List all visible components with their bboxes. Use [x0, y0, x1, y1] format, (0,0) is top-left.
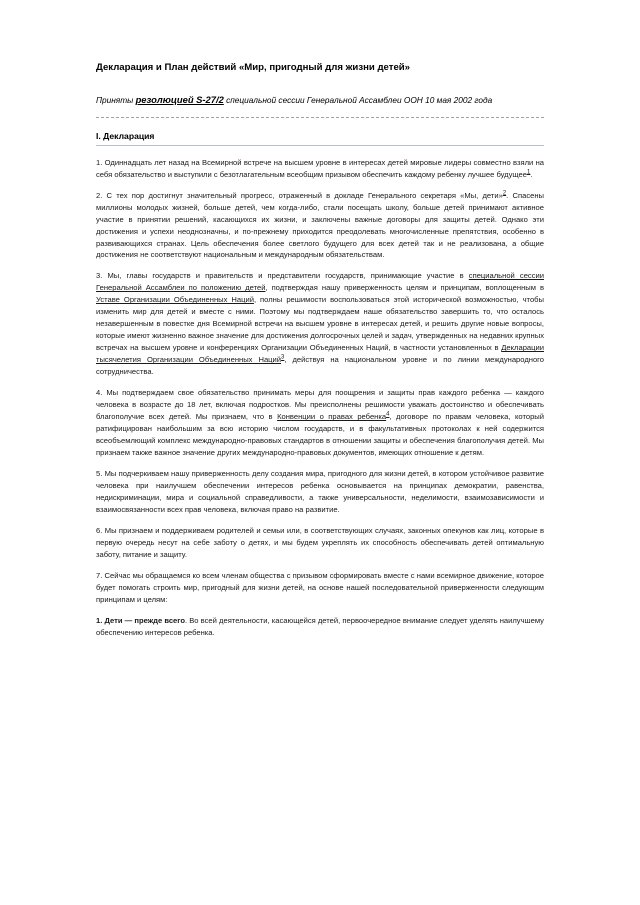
paragraph-4 — [96, 387, 544, 459]
page-title: Декларация и План действий «Мир, пригодный для жизни детей» — [96, 62, 411, 73]
paragraph-8 — [96, 615, 544, 639]
paragraph-1 — [96, 157, 544, 181]
un-charter-link[interactable]: Уставе Организации Объединенных Наций — [96, 295, 254, 305]
paragraph-2 — [96, 190, 544, 262]
subtitle-suffix: специальной сессии Генеральной Ассамблеи ООН 10 мая 2002 года — [223, 94, 493, 105]
millennium-declaration-link[interactable]: Декларации тысячелетия Организации Объединенных Наций — [96, 343, 544, 365]
special-session-link[interactable]: специальной сессии Генеральной Ассамблеи по положению детей — [96, 271, 545, 293]
paragraph-2-text: 2. С тех пор достигнут значительный прогресс, отраженный в докладе Генерального секретаря «Мы, дети» — [96, 190, 503, 200]
resolution-link[interactable]: резолюцией S-27/2 — [135, 93, 224, 105]
paragraph-7: 7. Сейчас мы обращаемся ко всем членам общества с призывом сформировать вместе с нами всемирное движение, которое будет помогать строить мир, пригодный для жизни детей, на основе нашей последовательной приверженности следующим принципам и целям: — [96, 571, 544, 605]
paragraph-3-mid2: , полны решимости воспользоваться этой исторической возможностью, чтобы изменить мир для детей и вместе с ними. Поэтому мы подтверждаем наше обязательство завершить то, что осталось незавершенным в повестке дня Всемирной встречи на высшем уровне в интересах детей, и решить другие новые вопросы, которые имеют жизненно важное значение для достижения долгосрочных целей и задач, утвержденных на недавних крупных встречах на высшем уровне и конференциях Организации Объединенных Наций, в частности установленных в — [96, 295, 544, 353]
paragraph-2-tail: . Спасены миллионы молодых жизней, больше детей, чем когда-либо, стали посещать школу, больше детей принимают активное участие в принятии решений, касающихся их жизни, и заключены важные договоры для защиты детей. Однако эти достижения и успехи неоднозначны, и по-прежнему приходится преодолевать многочисленные препятствия, особенно в развивающихся странах. Цель обеспечения более светлого будущего для всех детей так и не реализована, а общие достижения не соответствуют национальным и международным обязательствам. — [96, 190, 544, 260]
paragraph-4-tail: , договоре по правам человека, который ратифицирован наибольшим за всю историю числом государств, и в факультативных протоколах к ней содержится всеобъемлющий комплекс международно-правовых стандартов в отношении защиты и обеспечения благополучия детей. Мы признаем также важное значение других международно-правовых документов, имеющих отношение к детям. — [96, 412, 544, 458]
section-rule — [96, 145, 544, 146]
paragraph-1-tail: . — [530, 169, 533, 179]
section-heading: I. Декларация — [96, 130, 155, 141]
paragraph-4-text: 4. Мы подтверждаем свое обязательство принимать меры для поощрения и защиты прав каждого ребенка — каждого человека в возрасте до 18 лет, включая подростков. Мы преисполнены решимости уважать достоинство и обеспечивать благополучие всех детей. Мы признаем, что в — [96, 388, 544, 422]
paragraph-1-text: 1. Одиннадцать лет назад на Всемирной встрече на высшем уровне в интересах детей мировые лидеры совместно взяли на себя обязательство и выступили с безотлагательным всеобщим призывом обеспечить каждому ребенку лучшее будущее — [96, 157, 544, 179]
subtitle-prefix: Приняты — [96, 94, 136, 105]
footnote-ref-2[interactable]: 2 — [502, 190, 507, 197]
dashed-divider — [96, 117, 544, 118]
paragraph-3-text: 3. Мы, главы государств и правительств и представители государств, принимающие участие в — [96, 271, 469, 281]
footnote-ref-3[interactable]: 3 — [281, 354, 285, 361]
paragraph-3-tail: , действуя на национальном уровне и по линии международного сотрудничества. — [96, 355, 544, 377]
paragraph-3 — [96, 270, 544, 378]
principle-1-lead: 1. Дети — прежде всего — [96, 616, 185, 626]
paragraph-5: 5. Мы подчеркиваем нашу приверженность делу создания мира, пригодного для жизни детей, в котором устойчивое развитие человека при наилучшем обеспечении интересов ребенка основывается на принципах демократии, равенства, недискриминации, мира и социальной справедливости, а также универсальности, неделимости, взаимозависимости и взаимосвязанности всех прав человека, включая право на развитие. — [96, 469, 544, 515]
document-subtitle — [96, 93, 544, 107]
principle-1-text: . Во всей деятельности, касающейся детей, первоочередное внимание следует уделять наилучшему обеспечению интересов ребенка. — [96, 616, 544, 638]
paragraph-3-mid1: , подтверждая нашу приверженность целям и принципам, воплощенным в — [265, 283, 544, 293]
paragraph-6: 6. Мы признаем и поддерживаем родителей и семьи или, в соответствующих случаях, законных опекунов как лиц, которые в первую очередь несут на себе заботу о детях, и мы будем укреплять их способность обеспечивать детей оптимальную заботу, питание и защиту. — [96, 526, 544, 560]
footnote-ref-4[interactable]: 4 — [386, 411, 390, 418]
child-rights-convention-link[interactable]: Конвенции о правах ребенка — [277, 412, 387, 422]
footnote-ref-1[interactable]: 1 — [527, 169, 531, 176]
